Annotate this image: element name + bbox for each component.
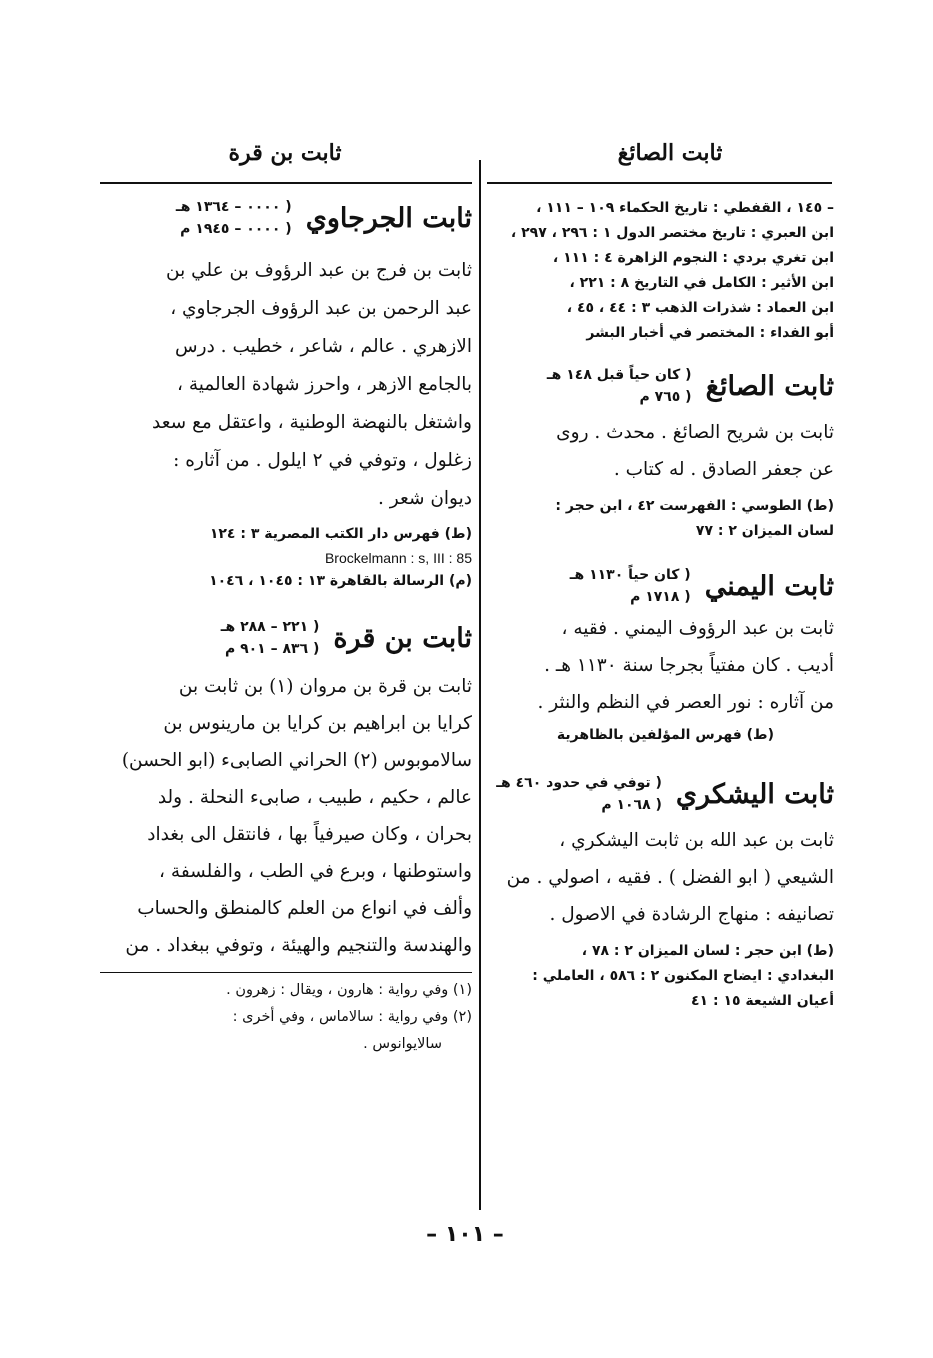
ref-line-latin: Brockelmann : s, III : 85 [324,550,472,566]
entry-title: ثابت الصائغ [705,370,834,402]
entry-thabit-al-saigh [488,364,834,544]
body-line: عالم ، حكيم ، طبيب ، صابىء النحلة . ولد [157,787,472,808]
entry-title: ثابت اليشكري [675,778,834,810]
date-hijri: ( توفي في حدود ٤٦٠ هـ [496,775,662,791]
entry-thabit-al-jirjawi [100,196,472,594]
date-hijri: ( كان حياً قبل ١٤٨ هـ [546,367,692,383]
ref-line: (ط) ابن حجر : لسان الميزان ٢ : ٧٨ ، [581,943,834,959]
entry-thabit-al-yashkuri [488,772,834,1014]
footnote-1: (١) وفي رواية : هارون ، ويقال : زهرون . [226,982,472,998]
ref-line: (م) الرسالة بالقاهرة ١٣ : ١٠٤٥ ، ١٠٤٦ [209,573,472,589]
date-gregorian: ( ٧٦٥ م [639,389,692,405]
date-gregorian: ( ٨٣٦ – ٩٠١ م [224,641,320,657]
header-rule-left [100,182,472,184]
page-number: – ١٠١ – [426,1222,504,1247]
left-column [100,196,472,1058]
entry-dates [570,564,691,608]
body-line: الشيعي ( ابو الفضل ) . فقيه ، اصولي . من [506,867,834,888]
column-divider [479,160,481,1210]
entry-dates [547,364,692,408]
body-line: ثابت بن قرة بن مروان (١) بن ثابت بن [178,676,472,697]
body-line: ثابت بن عبد الله بن ثابت اليشكري ، [559,830,834,851]
entry-dates [221,616,320,660]
entry-body [488,822,834,933]
entry-body [100,252,472,518]
body-line: الازهري . عالم ، شاعر ، خطيب . درس [175,336,472,357]
entry-refs [100,522,472,594]
body-line: أديب . كان مفتياً بجرجا سنة ١١٣٠ هـ . [544,655,834,676]
body-line: ثابت بن عبد الرؤوف اليمني . فقيه ، [561,618,834,639]
entry-body [488,414,834,488]
entry-refs [488,494,834,544]
ref-line: (ط) الطوسي : الفهرست ٤٢ ، ابن حجر : [555,498,834,514]
entry-thabit-ibn-qurra [100,616,472,964]
ref-line: البغدادي : ايضاح المكنون ٢ : ٥٨٦ ، العاملي : [532,968,834,984]
date-hijri: ( كان حياً ١١٣٠ هـ [569,567,691,583]
footnotes [100,977,472,1058]
body-line: كرايا بن ابراهيم بن كرايا بن مارينوس بن [163,713,472,734]
ref-line: أعيان الشيعة ١٥ : ٤١ [691,993,834,1009]
running-header-left: ثابت بن قرة [228,140,342,166]
body-line: والهندسة والتنجيم والهيئة ، وتوفي ببغداد . من [125,935,472,956]
entry-dates [176,196,292,240]
body-line: واشتغل بالنهضة الوطنية ، واعتقل مع سعد [152,412,472,433]
body-line: تصانيفه : منهاج الرشادة في الاصول . [549,904,834,925]
entry-title: ثابت الجرجاوي [305,202,472,234]
header-rule-right [487,182,832,184]
ref-line: (ط) فهرس المؤلفين بالظاهرية [556,727,774,743]
date-gregorian: ( ٠٠٠٠ – ١٩٤٥ م [180,221,292,237]
ref-line: (ط) فهرس دار الكتب المصرية ٣ : ١٢٤ [209,526,472,542]
body-line: عن جعفر الصادق . له كتاب . [613,459,834,480]
entry-refs [488,939,834,1014]
body-line: ديوان شعر . [378,488,472,509]
source-line: ابن العماد : شذرات الذهب ٣ : ٤٤ ، ٤٥ ، [566,300,834,316]
source-line: ابن الأثير : الكامل في التاريخ ٨ : ٢٢١ ، [569,275,834,291]
ref-line: لسان الميزان ٢ : ٧٧ [695,523,834,539]
body-line: بالجامع الازهر ، واحرز شهادة العالمية ، [177,374,472,395]
body-line: عبد الرحمن بن عبد الرؤوف الجرجاوي ، [170,298,472,319]
footnote-2-continued: سالايوانوس . [363,1036,442,1052]
date-gregorian: ( ١٠٦٨ م [601,797,662,813]
entry-dates [496,772,662,816]
entry-title: ثابت بن قرة [333,622,472,654]
body-line: زغلول ، وتوفي في ٢ ايلول . من آثاره : [173,450,472,471]
continued-sources [488,196,834,346]
footnote-rule [100,972,472,973]
entry-title: ثابت اليمني [704,570,834,602]
running-header-right: ثابت الصائغ [617,140,723,166]
body-line: ثابت بن فرج بن عبد الرؤوف بن علي بن [165,260,472,281]
source-line: ابن العبري : تاريخ مختصر الدول ١ : ٢٩٦ ، ٢٩٧ ، [510,225,834,241]
body-line: واستوطنها ، وبرع في الطب ، والفلسفة ، [159,861,472,882]
body-line: بحران ، وكان صيرفياً بها ، فانتقل الى بغداد [147,824,472,845]
footnote-2: (٢) وفي رواية : سالاماس ، وفي أخرى : [232,1009,472,1025]
body-line: وألف في انواع من العلم كالمنطق والحساب [137,898,472,919]
source-line: – ١٤٥ ، القفطي : تاريخ الحكماء ١٠٩ – ١١١ ، [536,200,834,216]
body-line: من آثاره : نور العصر في النظم والنثر . [537,692,834,713]
entry-body [488,610,834,721]
right-column [488,196,834,1014]
entry-thabit-al-yamani [488,564,834,748]
date-hijri: ( ٢٢١ – ٢٨٨ هـ [220,619,320,635]
source-line: أبو الفداء : المختصر في أخبار البشر [586,325,834,341]
date-gregorian: ( ١٧١٨ م [630,589,691,605]
body-line: ثابت بن شريح الصائغ . محدث . روى [556,422,834,443]
body-line: سالاموبوس (٢) الحراني الصابىء (ابو الحسن) [121,750,472,771]
entry-refs [488,723,834,748]
entry-body [100,668,472,964]
date-hijri: ( ٠٠٠٠ – ١٣٦٤ هـ [175,199,292,215]
source-line: ابن تغري بردي : النجوم الزاهرة ٤ : ١١١ ، [552,250,834,266]
